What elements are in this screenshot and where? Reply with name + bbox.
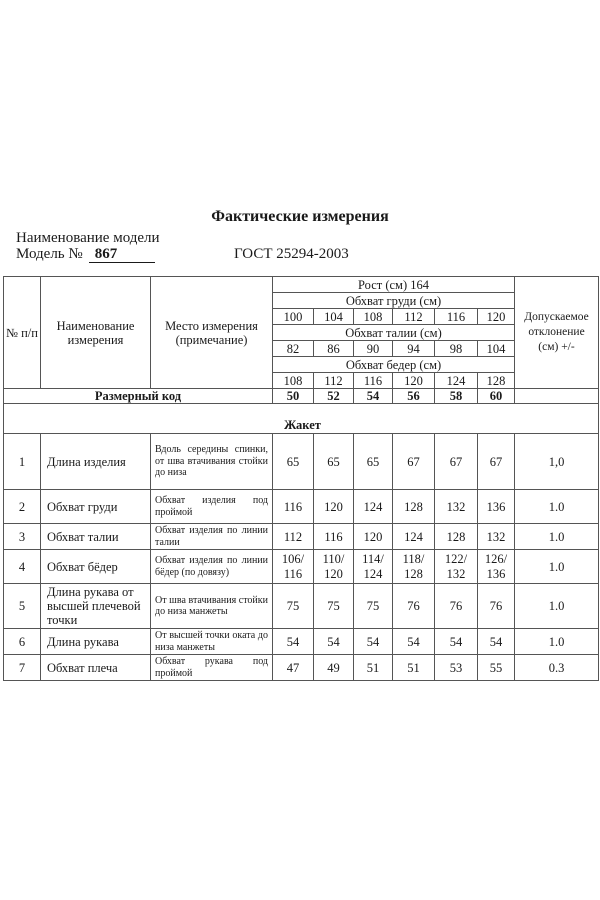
row-place: Обхват рукава под проймой	[151, 655, 273, 681]
row-name: Длина рукава	[41, 629, 151, 655]
row-name: Длина рукава от высшей плечевой точки	[41, 584, 151, 629]
row-value: 126/ 136	[478, 550, 515, 584]
row-name: Обхват плеча	[41, 655, 151, 681]
row-value: 65	[354, 434, 393, 490]
size-code: 52	[314, 389, 354, 404]
section-title	[4, 404, 599, 434]
row-num: 3	[4, 524, 41, 550]
row-value: 120	[354, 524, 393, 550]
table-row	[4, 524, 599, 550]
header-chest-label: Обхват груди (см)	[273, 293, 515, 309]
waist-value: 104	[478, 341, 515, 357]
row-num: 5	[4, 584, 41, 629]
row-value: 76	[393, 584, 435, 629]
header-place: Место измерения (примечание)	[151, 277, 273, 389]
row-value: 116	[273, 490, 314, 524]
hips-value: 108	[273, 373, 314, 389]
row-place: Обхват изделия под проймой	[151, 490, 273, 524]
row-num: 1	[4, 434, 41, 490]
table-row	[4, 584, 599, 629]
hips-value: 116	[354, 373, 393, 389]
size-code-row	[4, 389, 599, 404]
header-name: Наименование измерения	[41, 277, 151, 389]
row-value: 136	[478, 490, 515, 524]
chest-value: 100	[273, 309, 314, 325]
size-code: 54	[354, 389, 393, 404]
header-tolerance: Допускаемое отклонение (см) +/-	[515, 277, 599, 389]
header-height: Рост (см) 164	[273, 277, 515, 293]
row-value: 118/ 128	[393, 550, 435, 584]
row-value: 54	[478, 629, 515, 655]
size-code: 50	[273, 389, 314, 404]
row-value: 67	[435, 434, 478, 490]
model-number-label: Модель №	[16, 246, 83, 262]
table-row	[4, 434, 599, 490]
row-value: 54	[435, 629, 478, 655]
row-num: 2	[4, 490, 41, 524]
header-num: № п/п	[4, 277, 41, 389]
row-name: Обхват бёдер	[41, 550, 151, 584]
row-tolerance: 1,0	[515, 434, 599, 490]
row-place: Вдоль середины спинки, от шва втачивания стойки до низа	[151, 434, 273, 490]
chest-value: 120	[478, 309, 515, 325]
table-row	[4, 490, 599, 524]
row-value: 49	[314, 655, 354, 681]
row-value: 67	[393, 434, 435, 490]
section-row	[4, 404, 599, 434]
row-value: 75	[314, 584, 354, 629]
hips-value: 128	[478, 373, 515, 389]
row-value: 55	[478, 655, 515, 681]
row-name: Длина изделия	[41, 434, 151, 490]
size-code-label: Размерный код	[4, 389, 273, 404]
waist-value: 86	[314, 341, 354, 357]
waist-value: 90	[354, 341, 393, 357]
row-place: Обхват изделия по линии талии	[151, 524, 273, 550]
row-value: 76	[478, 584, 515, 629]
chest-value: 108	[354, 309, 393, 325]
row-value: 132	[435, 490, 478, 524]
model-number: 867	[89, 247, 155, 263]
gost-standard: ГОСТ 25294-2003	[234, 246, 349, 262]
row-value: 120	[314, 490, 354, 524]
header-waist-label: Обхват талии (см)	[273, 325, 515, 341]
row-value: 75	[273, 584, 314, 629]
row-value: 132	[478, 524, 515, 550]
chest-value: 116	[435, 309, 478, 325]
model-number-line	[16, 246, 155, 263]
section-label: Жакет	[284, 418, 321, 432]
row-value: 67	[478, 434, 515, 490]
row-value: 116	[314, 524, 354, 550]
row-tolerance: 1.0	[515, 524, 599, 550]
row-value: 114/ 124	[354, 550, 393, 584]
size-code: 60	[478, 389, 515, 404]
row-value: 128	[435, 524, 478, 550]
row-value: 47	[273, 655, 314, 681]
row-value: 124	[393, 524, 435, 550]
row-value: 54	[314, 629, 354, 655]
row-place: От высшей точки оката до низа манжеты	[151, 629, 273, 655]
hips-value: 124	[435, 373, 478, 389]
row-value: 65	[314, 434, 354, 490]
waist-value: 98	[435, 341, 478, 357]
row-tolerance: 1.0	[515, 629, 599, 655]
size-code: 56	[393, 389, 435, 404]
row-value: 112	[273, 524, 314, 550]
row-name: Обхват талии	[41, 524, 151, 550]
size-code: 58	[435, 389, 478, 404]
hips-value: 120	[393, 373, 435, 389]
table-row	[4, 550, 599, 584]
row-value: 110/ 120	[314, 550, 354, 584]
table-row	[4, 629, 599, 655]
table-row	[4, 655, 599, 681]
row-place: Обхват изделия по линии бёдер (по довязу)	[151, 550, 273, 584]
size-code-tolerance-empty	[515, 389, 599, 404]
row-tolerance: 1.0	[515, 584, 599, 629]
row-num: 7	[4, 655, 41, 681]
row-value: 54	[354, 629, 393, 655]
waist-value: 94	[393, 341, 435, 357]
row-value: 122/ 132	[435, 550, 478, 584]
row-value: 54	[273, 629, 314, 655]
row-value: 76	[435, 584, 478, 629]
row-value: 106/ 116	[273, 550, 314, 584]
header-hips-label: Обхват бедер (см)	[273, 357, 515, 373]
chest-value: 112	[393, 309, 435, 325]
row-tolerance: 0.3	[515, 655, 599, 681]
waist-value: 82	[273, 341, 314, 357]
row-value: 53	[435, 655, 478, 681]
measurements-table	[3, 276, 599, 681]
row-tolerance: 1.0	[515, 490, 599, 524]
row-value: 51	[354, 655, 393, 681]
row-value: 65	[273, 434, 314, 490]
row-num: 4	[4, 550, 41, 584]
row-place: От шва втачивания стойки до низа манжеты	[151, 584, 273, 629]
row-value: 54	[393, 629, 435, 655]
model-name-label: Наименование модели	[16, 230, 160, 246]
row-name: Обхват груди	[41, 490, 151, 524]
hips-value: 112	[314, 373, 354, 389]
row-value: 75	[354, 584, 393, 629]
row-value: 124	[354, 490, 393, 524]
row-value: 128	[393, 490, 435, 524]
row-tolerance: 1.0	[515, 550, 599, 584]
document-title: Фактические измерения	[211, 208, 389, 225]
row-value: 51	[393, 655, 435, 681]
row-num: 6	[4, 629, 41, 655]
chest-value: 104	[314, 309, 354, 325]
